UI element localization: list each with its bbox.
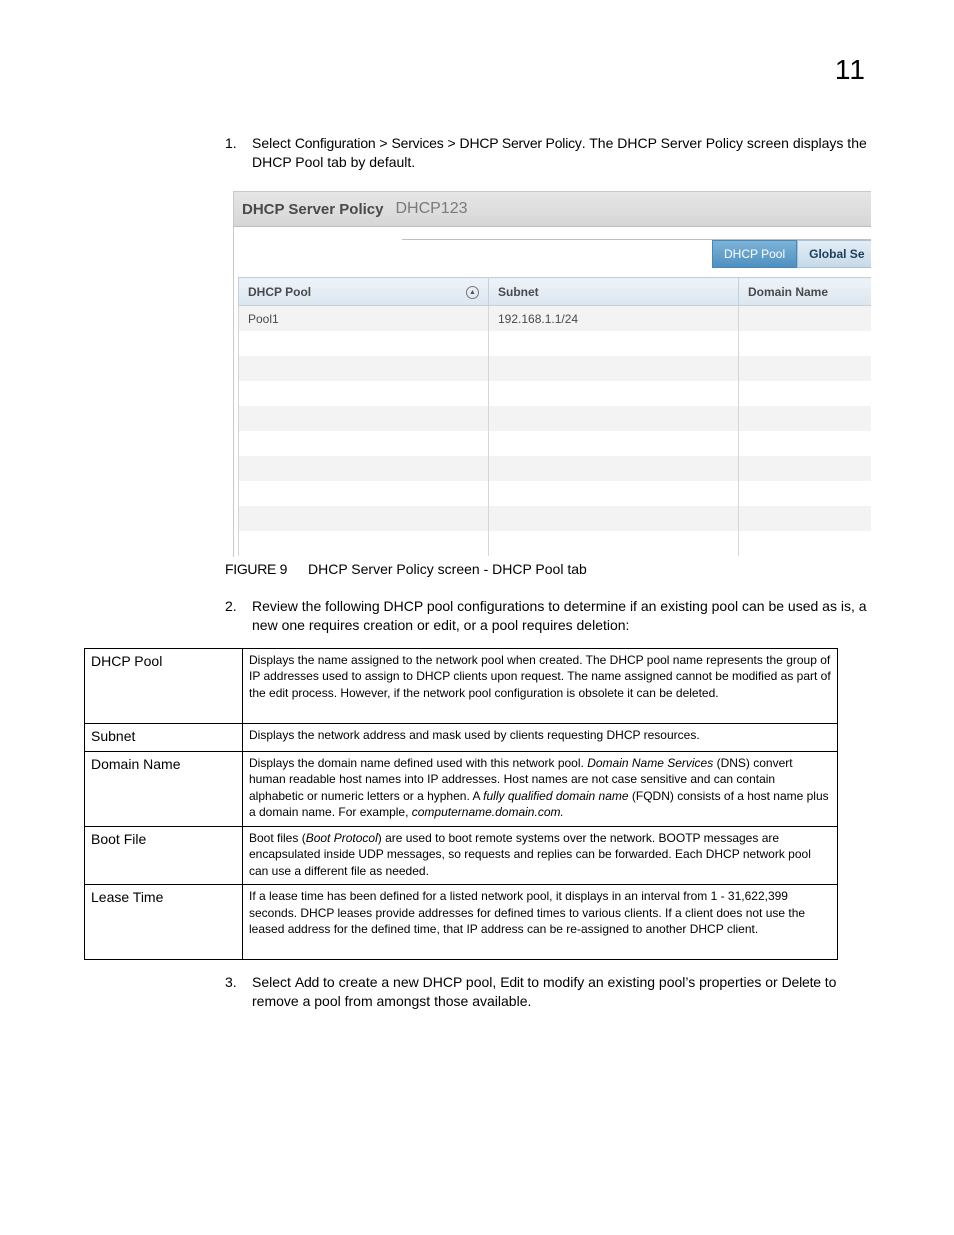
step-2 <box>225 597 870 635</box>
screen-title: DHCP Server Policy <box>242 200 384 218</box>
dhcp-pool-grid <box>238 277 871 556</box>
dhcp-server-policy-screenshot <box>233 191 871 557</box>
definition-row <box>85 649 838 724</box>
empty-row <box>239 506 872 531</box>
definition-table <box>84 648 838 960</box>
definition-term: Lease Time <box>85 885 243 960</box>
step-text: Select Configuration > Services > DHCP Server Policy. The DHCP Server Policy screen displays the DHCP Pool tab by default. <box>252 135 867 170</box>
figure-label: FIGURE 9 <box>225 561 288 577</box>
definition-row <box>85 827 838 885</box>
empty-row <box>239 456 872 481</box>
menu-path-configuration: Configuration <box>294 135 376 151</box>
definition-description: Boot files (Boot Protocol) are used to boot remote systems over the network. BOOTP messages are encapsulated inside UDP messages, so requests and replies can be forwarded. Each DHCP network pool can use a different file as needed. <box>243 827 838 885</box>
step-number: 3. <box>225 974 237 990</box>
empty-row <box>239 331 872 356</box>
step-text: Select Add to create a new DHCP pool, Edit to modify an existing pool’s properties or Delete to remove a pool from amongst those available. <box>252 974 837 1009</box>
column-header-domain-name[interactable]: Domain Name <box>739 278 872 306</box>
add-button-reference: Add <box>294 974 320 990</box>
step-number: 2. <box>225 598 237 614</box>
tab-global-settings[interactable]: Global Se <box>797 240 871 268</box>
empty-row <box>239 406 872 431</box>
definition-row <box>85 724 838 752</box>
definition-description: Displays the domain name defined used with this network pool. Domain Name Services (DNS) convert human readable host names into IP addresses. Host names are not case sensitive and can contain alphabetic or numeric letters or a hyphen. A fully qualified domain name (FQDN) consists of a host name plus a domain name. For example, computername.domain.com. <box>243 752 838 827</box>
definition-description: If a lease time has been defined for a listed network pool, it displays in an interval from 1 - 31,622,399 seconds. DHCP leases provide addresses for defined times to various clients. If a client does not use the leased address for the defined time, that IP address can be re-assigned to another DHCP client. <box>243 885 838 960</box>
definition-description: Displays the network address and mask used by clients requesting DHCP resources. <box>243 724 838 752</box>
empty-row <box>239 431 872 456</box>
empty-row <box>239 356 872 381</box>
cell-pool-name: Pool1 <box>239 306 489 332</box>
table-row[interactable] <box>239 306 872 332</box>
definition-term: DHCP Pool <box>85 649 243 724</box>
definition-term: Subnet <box>85 724 243 752</box>
sort-up-icon[interactable]: ▲ <box>466 286 479 299</box>
policy-name: DHCP123 <box>395 200 468 217</box>
delete-button-reference: Delete <box>781 974 821 990</box>
definition-term: Domain Name <box>85 752 243 827</box>
empty-row <box>239 481 872 506</box>
tab-dhcp-pool[interactable]: DHCP Pool <box>712 240 797 268</box>
edit-button-reference: Edit <box>500 974 524 990</box>
definition-description: Displays the name assigned to the network pool when created. The DHCP pool name represents the group of IP addresses used to assign to DHCP clients upon request. The name assigned cannot be modified as part of the edit process. However, if the network pool configuration is obsolete it can be deleted. <box>243 649 838 724</box>
menu-path-dhcp-server-policy: DHCP Server Policy <box>459 135 582 151</box>
definition-row <box>85 752 838 827</box>
column-header-dhcp-pool[interactable]: DHCP Pool ▲ <box>239 278 489 306</box>
screen-header <box>234 191 871 227</box>
chapter-number: 11 <box>834 54 866 85</box>
step-number: 1. <box>225 135 237 151</box>
tab-bar <box>712 240 871 268</box>
definition-row <box>85 885 838 960</box>
empty-row <box>239 381 872 406</box>
empty-row <box>239 531 872 556</box>
definition-term: Boot File <box>85 827 243 885</box>
cell-subnet: 192.168.1.1/24 <box>489 306 739 332</box>
figure-title: DHCP Server Policy screen - DHCP Pool tab <box>308 561 587 577</box>
step-3 <box>225 973 870 1011</box>
cell-domain-name <box>739 306 872 332</box>
step-text: Review the following DHCP pool configurations to determine if an existing pool can be used as is, a new one requires creation or edit, or a pool requires deletion: <box>252 598 867 633</box>
column-header-subnet[interactable]: Subnet <box>489 278 739 306</box>
menu-path-services: Services <box>391 135 444 151</box>
figure-caption <box>225 561 587 577</box>
step-1 <box>225 134 870 172</box>
